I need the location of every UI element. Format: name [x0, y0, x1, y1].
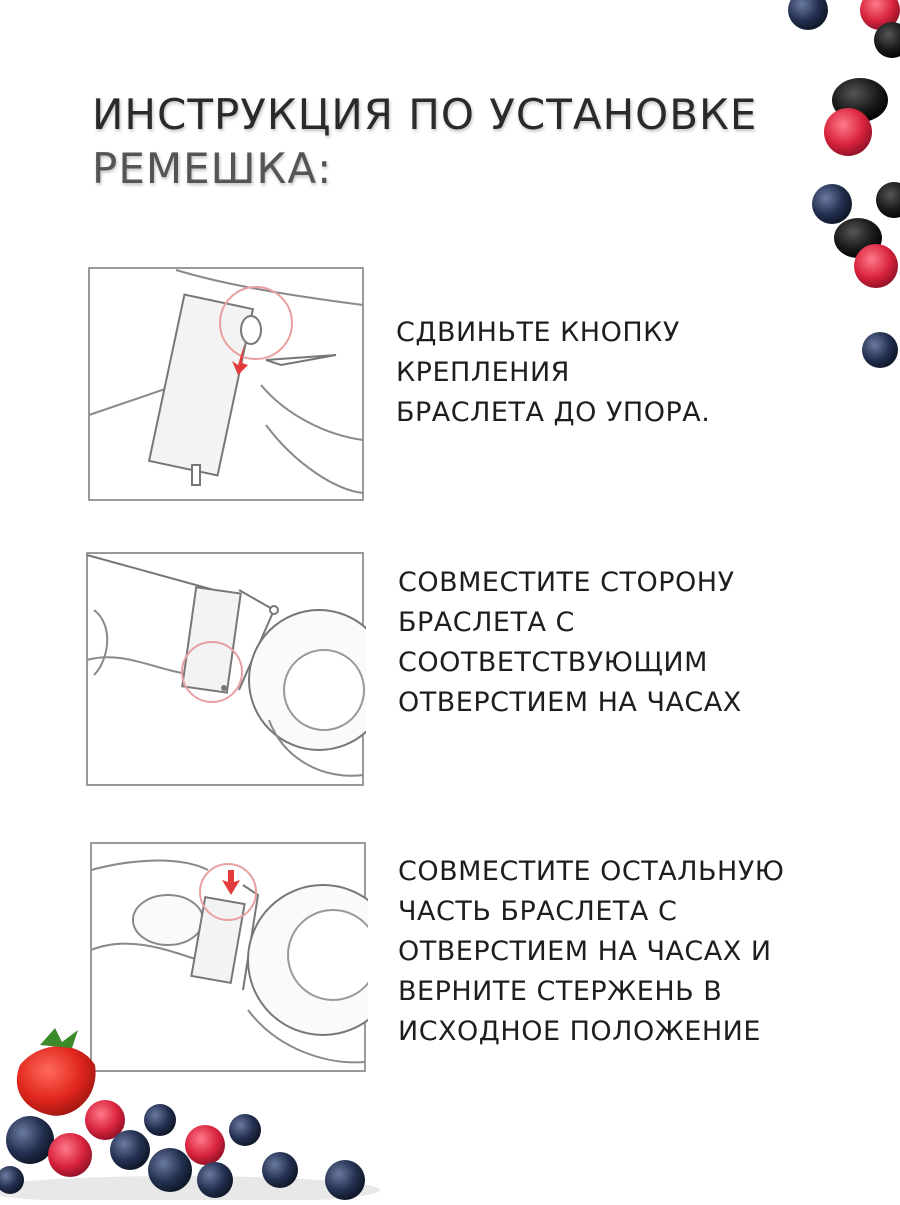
step-3-line: ВЕРНИТЕ СТЕРЖЕНЬ В — [398, 976, 723, 1007]
title-line-1: ИНСТРУКЦИЯ ПО УСТАНОВКЕ — [92, 90, 758, 139]
step-2-line: БРАСЛЕТА С — [398, 607, 575, 638]
page-title — [92, 88, 757, 196]
step-3-line: СОВМЕСТИТЕ ОСТАЛЬНУЮ — [398, 856, 785, 887]
step-2-line: ОТВЕРСТИЕМ НА ЧАСАХ — [398, 687, 742, 718]
step-3-line: ИСХОДНОЕ ПОЛОЖЕНИЕ — [398, 1016, 761, 1047]
step-3-line: ЧАСТЬ БРАСЛЕТА С — [398, 896, 678, 927]
step-1-text — [396, 313, 710, 433]
title-line-2: РЕМЕШКА: — [92, 144, 333, 193]
step-2-text — [398, 563, 742, 723]
step-2-line: СОВМЕСТИТЕ СТОРОНУ — [398, 567, 735, 598]
step-2-line: СООТВЕТСТВУЮЩИМ — [398, 647, 708, 678]
step-3-text — [398, 852, 784, 1052]
step-1-line: КРЕПЛЕНИЯ — [396, 357, 570, 388]
step-3-line: ОТВЕРСТИЕМ НА ЧАСАХ И — [398, 936, 772, 967]
step-1-illustration — [86, 265, 366, 505]
step-2-illustration — [84, 550, 366, 790]
step-1-line: СДВИНЬТЕ КНОПКУ — [396, 317, 680, 348]
berries-top-right-decoration — [770, 0, 900, 385]
step-1-line: БРАСЛЕТА ДО УПОРА. — [396, 397, 711, 428]
berries-bottom-left-decoration — [0, 1020, 380, 1205]
